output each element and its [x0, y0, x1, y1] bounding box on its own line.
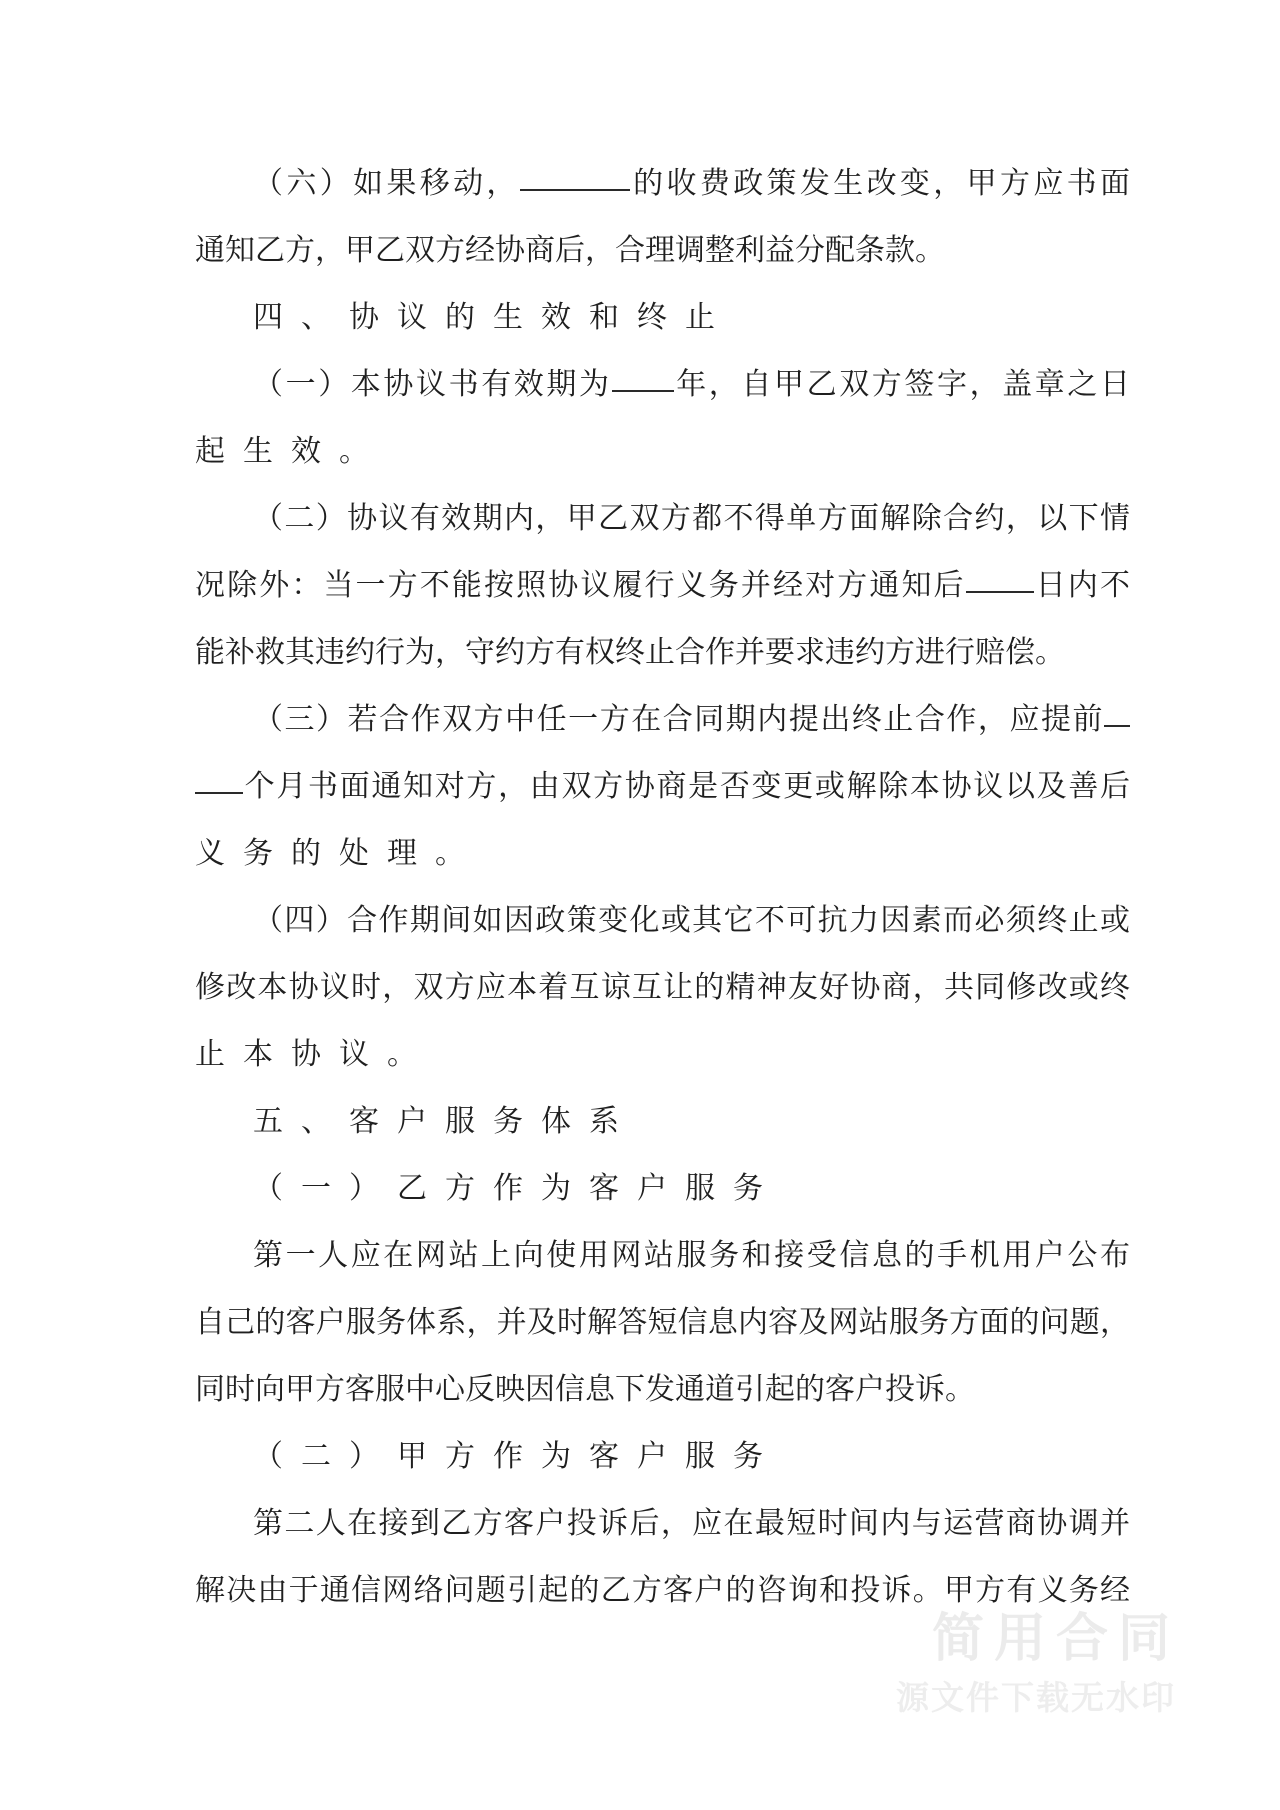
text-segment: （一）本协议书有效期为	[253, 368, 612, 401]
doc-line	[195, 1490, 1130, 1557]
doc-line	[195, 284, 1130, 351]
doc-line	[195, 1155, 1130, 1222]
doc-line	[195, 217, 1130, 284]
text-segment: 起生效。	[195, 435, 387, 468]
text-segment: 修改本协议时，双方应本着互谅互让的精神友好协商，共同修改或终	[195, 971, 1130, 1004]
doc-line	[195, 1423, 1130, 1490]
text-segment: 止本协议。	[195, 1038, 435, 1071]
text-segment: 通知乙方，甲乙双方经协商后，合理调整利益分配条款。	[195, 234, 945, 267]
doc-line	[195, 1289, 1130, 1356]
text-segment: （二）甲方作为客户服务	[253, 1440, 781, 1473]
text-segment: 的收费政策发生改变，甲方应书面	[629, 167, 1131, 200]
doc-line	[195, 1222, 1130, 1289]
doc-line	[195, 485, 1130, 552]
text-segment: 解决由于通信网络问题引起的乙方客户的咨询和投诉。甲方有义务经	[195, 1574, 1130, 1607]
text-segment: 个月书面通知对方，由双方协商是否变更或解除本协议以及善后	[243, 770, 1130, 803]
text-segment: 第一人应在网站上向使用网站服务和接受信息的手机用户公布	[253, 1239, 1130, 1272]
text-segment: （一）乙方作为客户服务	[253, 1172, 781, 1205]
text-segment: 四、协议的生效和终止	[253, 301, 733, 334]
text-segment: （三）若合作双方中任一方在合同期内提出终止合作，应提前	[253, 703, 1104, 736]
text-segment: 义务的处理。	[195, 837, 483, 870]
doc-line	[195, 1557, 1130, 1624]
text-segment: 同时向甲方客服中心反映因信息下发通道引起的客户投诉。	[195, 1373, 975, 1406]
doc-line	[195, 887, 1130, 954]
blank-field	[1104, 721, 1130, 727]
watermark-subtitle: 源文件下载无水印	[896, 1679, 1176, 1716]
watermark-title: 简用合同	[931, 1610, 1180, 1668]
text-segment: （二）协议有效期内，甲乙双方都不得单方面解除合约，以下情	[253, 502, 1130, 535]
doc-line	[195, 552, 1130, 619]
text-segment: 能补救其违约行为，守约方有权终止合作并要求违约方进行赔偿。	[195, 636, 1065, 669]
doc-line	[195, 753, 1130, 820]
text-segment: 第二人在接到乙方客户投诉后，应在最短时间内与运营商协调并	[253, 1507, 1130, 1540]
blank-field	[966, 587, 1034, 593]
text-segment: 况除外：当一方不能按照协议履行义务并经对方通知后	[195, 569, 966, 602]
doc-line	[195, 351, 1130, 418]
doc-line	[195, 619, 1130, 686]
blank-field	[520, 185, 630, 191]
contract-body	[195, 150, 1130, 1624]
blank-field	[195, 788, 243, 794]
text-segment: （四）合作期间如因政策变化或其它不可抗力因素而必须终止或	[253, 904, 1130, 937]
text-segment: 自己的客户服务体系，并及时解答短信息内容及网站服务方面的问题，	[195, 1306, 1130, 1339]
text-segment: 年，自甲乙双方签字，盖章之日	[673, 368, 1131, 401]
doc-line	[195, 820, 1130, 887]
doc-line	[195, 954, 1130, 1021]
doc-line	[195, 686, 1130, 753]
doc-line	[195, 418, 1130, 485]
text-segment: （六）如果移动，	[253, 167, 520, 200]
text-segment: 日内不	[1033, 569, 1131, 602]
doc-line	[195, 1356, 1130, 1423]
blank-field	[612, 386, 674, 392]
doc-line	[195, 1021, 1130, 1088]
doc-line	[195, 150, 1130, 217]
doc-line	[195, 1088, 1130, 1155]
text-segment: 五、客户服务体系	[253, 1105, 637, 1138]
